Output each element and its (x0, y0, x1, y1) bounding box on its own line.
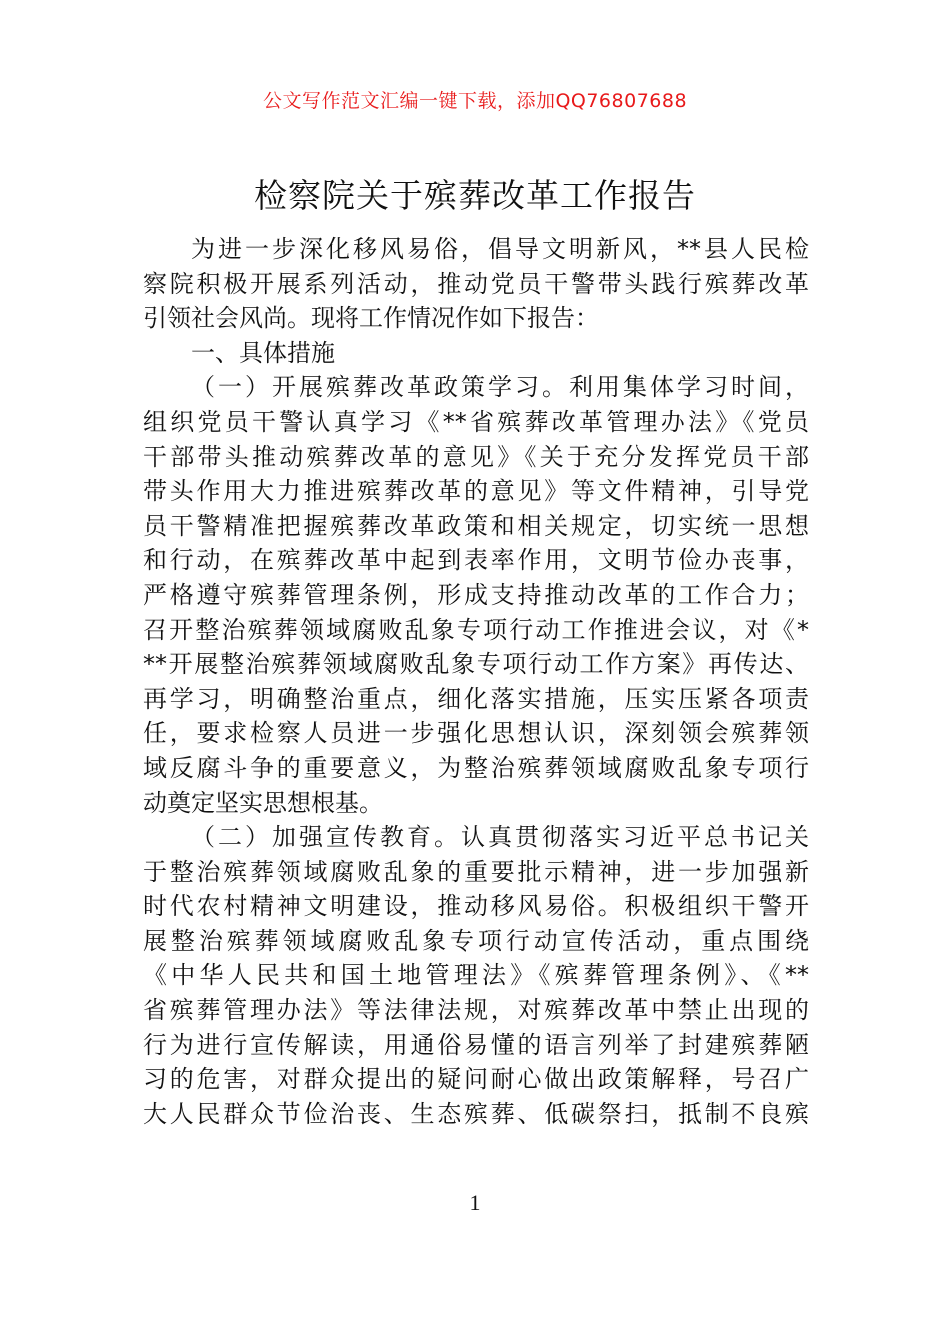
section-heading: 一、具体措施 (191, 338, 335, 367)
paragraph-line: 干部带头推动殡葬改革的意见》《关于充分发挥党员干部 (143, 442, 809, 471)
download-notice: 公文写作范文汇编一键下载，添加QQ76807688 (262, 90, 688, 112)
paragraph-line: 于整治殡葬领域腐败乱象的重要批示精神，进一步加强新 (143, 857, 809, 886)
paragraph-line: 动奠定坚实思想根基。 (143, 788, 383, 817)
document-title: 检察院关于殡葬改革工作报告 (254, 176, 696, 215)
paragraph-line: 组织党员干警认真学习《**省殡葬改革管理办法》《党员 (143, 407, 809, 436)
paragraph-line: （二）加强宣传教育。认真贯彻落实习近平总书记关 (191, 823, 809, 852)
paragraph-line: 展整治殡葬领域腐败乱象专项行动宣传活动，重点围绕 (143, 926, 809, 955)
paragraph-line: 察院积极开展系列活动，推动党员干警带头践行殡葬改革 (143, 269, 809, 298)
paragraph-line: 省殡葬管理办法》等法律法规，对殡葬改革中禁止出现的 (143, 996, 809, 1025)
paragraph-line: **开展整治殡葬领域腐败乱象专项行动工作方案》再传达、 (143, 650, 809, 679)
paragraph-line: 域反腐斗争的重要意义，为整治殡葬领域腐败乱象专项行 (143, 753, 809, 782)
page-number: 1 (469, 1190, 481, 1215)
paragraph-line: 时代农村精神文明建设，推动移风易俗。积极组织干警开 (143, 892, 809, 921)
paragraph-line: 任，要求检察人员进一步强化思想认识，深刻领会殡葬领 (143, 719, 809, 748)
paragraph-line: （一）开展殡葬改革政策学习。利用集体学习时间， (191, 373, 809, 402)
paragraph-line: 行为进行宣传解读，用通俗易懂的语言列举了封建殡葬陋 (143, 1030, 809, 1059)
paragraph-line: 《中华人民共和国土地管理法》《殡葬管理条例》、《** (143, 961, 809, 990)
paragraph-line: 大人民群众节俭治丧、生态殡葬、低碳祭扫，抵制不良殡 (143, 1099, 809, 1128)
paragraph-line: 和行动，在殡葬改革中起到表率作用，文明节俭办丧事， (143, 546, 809, 575)
paragraph-line: 员干警精准把握殡葬改革政策和相关规定，切实统一思想 (143, 511, 809, 540)
paragraph-line: 为进一步深化移风易俗，倡导文明新风，**县人民检 (191, 235, 809, 263)
paragraph-line: 召开整治殡葬领域腐败乱象专项行动工作推进会议，对《* (143, 615, 809, 644)
paragraph-line: 引领社会风尚。现将工作情况作如下报告： (143, 304, 599, 333)
paragraph-line: 习的危害，对群众提出的疑问耐心做出政策解释，号召广 (143, 1065, 809, 1094)
document-body (143, 232, 809, 1131)
paragraph-line: 带头作用大力推进殡葬改革的意见》等文件精神，引导党 (143, 477, 809, 506)
paragraph-line: 再学习，明确整治重点，细化落实措施，压实压紧各项责 (143, 684, 809, 713)
paragraph-line: 严格遵守殡葬管理条例，形成支持推动改革的工作合力； (143, 580, 809, 609)
